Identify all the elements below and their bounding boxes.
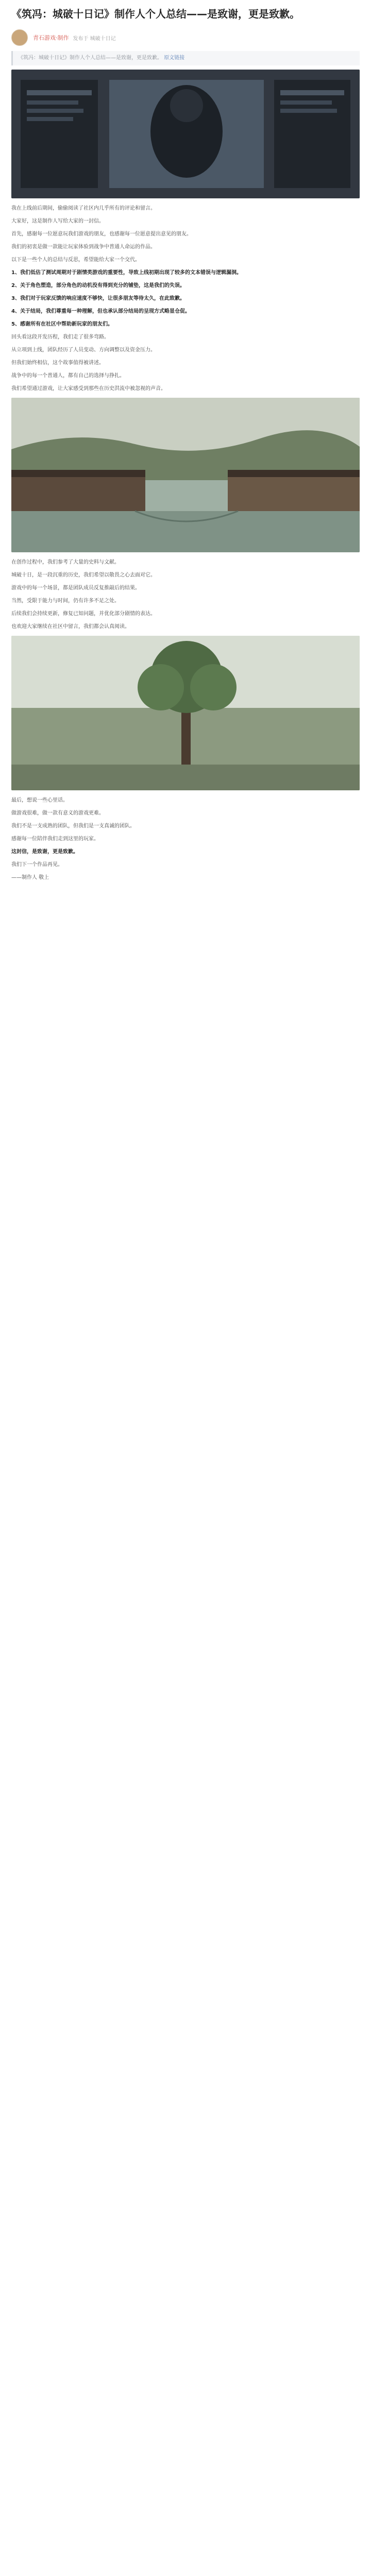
paragraph: 我们下一个作品再见。 xyxy=(11,862,63,868)
paragraph: 我们的初衷是做一款能让玩家体验到战争中普通人命运的作品。 xyxy=(11,244,156,250)
paragraph: 大家好，这是制作人写给大家的一封信。 xyxy=(11,218,104,224)
paragraph: 这封信，是致谢，更是致歉。 xyxy=(11,849,78,855)
author-name[interactable]: 青石游戏·制作 xyxy=(33,35,69,41)
paragraph: 回头看这段开发历程，我们走了很多弯路。 xyxy=(11,334,109,340)
paragraph: 2、关于角色塑造，部分角色的动机没有得到充分的铺垫，这是我们的失误。 xyxy=(11,283,185,289)
numbered-paragraphs xyxy=(11,269,360,329)
quote-block xyxy=(11,51,360,65)
paragraph: 最后，想说一些心里话。 xyxy=(11,798,68,803)
paragraph: 但我们始终相信，这个故事值得被讲述。 xyxy=(11,360,104,366)
paragraph: 在创作过程中，我们参考了大量的史料与文献。 xyxy=(11,560,120,565)
paragraph: 当然，受限于能力与时间，仍有许多不足之处。 xyxy=(11,598,120,604)
closing-paragraphs xyxy=(11,796,360,882)
canal-photo xyxy=(11,398,360,552)
paragraph: 1、我们低估了测试周期对于剧情类游戏的重要性，导致上线初期出现了较多的文本错误与逻辑漏洞。 xyxy=(11,270,242,276)
post-meta: 发布于 城破十日记 xyxy=(73,36,116,42)
paragraph: 3、我们对于玩家反馈的响应速度不够快，让很多朋友等待太久，在此致歉。 xyxy=(11,296,185,301)
paragraph: 从立项到上线，团队经历了人员变动、方向调整以及资金压力。 xyxy=(11,347,156,353)
article xyxy=(11,6,360,887)
paragraph: 以下是一些个人的总结与反思，希望能给大家一个交代。 xyxy=(11,257,140,263)
intro-paragraphs xyxy=(11,205,360,264)
paragraph: 首先，感谢每一位愿意玩我们游戏的朋友，也感谢每一位愿意提出意见的朋友。 xyxy=(11,231,192,237)
quote-text: 《筑冯：城破十日记》制作人个人总结——是致谢，更是致歉。 xyxy=(18,55,162,61)
paragraph: 也欢迎大家继续在社区中留言，我们都会认真阅读。 xyxy=(11,624,130,630)
paragraph: 4、关于结局，我们尊重每一种理解，但也承认部分结局的呈现方式略显仓促。 xyxy=(11,309,190,314)
game-screenshot xyxy=(11,70,360,198)
paragraph: 游戏中的每一个场景，都是团队成员反复推敲后的结果。 xyxy=(11,585,140,591)
paragraph: 感谢每一位陪伴我们走到这里的玩家。 xyxy=(11,836,99,842)
paragraph: 城破十日，是一段沉重的历史，我们希望以敬畏之心去面对它。 xyxy=(11,572,156,578)
signature: ——制作人 敬上 xyxy=(11,875,49,880)
paragraph: 做游戏很难，做一款有意义的游戏更难。 xyxy=(11,810,104,816)
tree-photo xyxy=(11,636,360,790)
paragraph: 后续我们会持续更新，修复已知问题，并优化部分剧情的表达。 xyxy=(11,611,156,617)
paragraph: 我们不是一支成熟的团队，但我们是一支真诚的团队。 xyxy=(11,823,135,829)
quote-link[interactable]: 原文链接 xyxy=(164,55,185,61)
paragraph: 5、感谢所有在社区中帮助新玩家的朋友们。 xyxy=(11,321,113,327)
paragraph: 我在上线前后期间，偷偷阅读了社区内几乎所有的评论和留言。 xyxy=(11,206,156,211)
avatar[interactable] xyxy=(11,29,28,46)
author-row xyxy=(11,27,360,48)
body-paragraphs-1 xyxy=(11,333,360,393)
paragraph: 战争中的每一个普通人，都有自己的选择与挣扎。 xyxy=(11,373,125,379)
paragraph: 我们希望通过游戏，让大家感受到那些在历史洪流中被忽视的声音。 xyxy=(11,386,166,392)
article-title: 《筑冯：城破十日记》制作人个人总结——是致谢，更是致歉。 xyxy=(11,8,300,20)
body-paragraphs-2 xyxy=(11,558,360,631)
